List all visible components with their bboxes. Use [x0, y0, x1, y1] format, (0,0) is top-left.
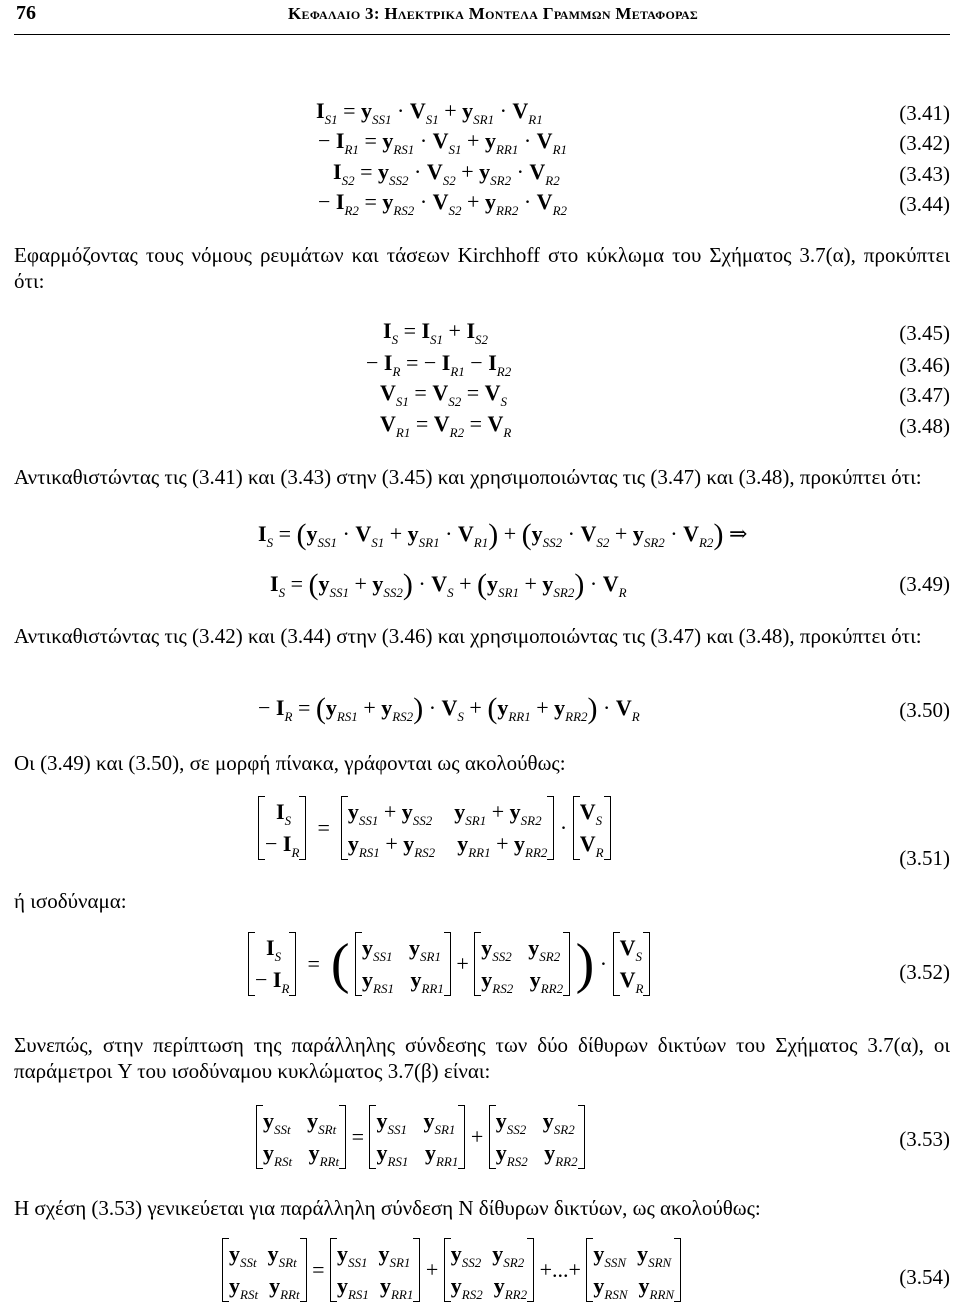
equation-3-52: $I_S$ − $I_R$ = ( $y_{SS1}$ $y_{SR1}$ $y_{RS1}$ $y_{RR1}$ + $y_{SS2}$ $y_{SR2}$ $y_{RS2}$ $y_{RR2}$ ) · $V_S$ $V_R$: [248, 932, 650, 996]
equation-3-46: − $I_R$ = − $I_{R1} - I_{R2}$: [366, 350, 512, 379]
current-vector: $I_S$ − $I_R$: [258, 796, 306, 860]
equation-3-44: − $I_{R2} = y_{RS2} \cdot V_{S2} + y_{RR2} \cdot V_{R2}$: [318, 189, 568, 218]
equation-3-49: $I_S = (y_{SS1} + y_{SS2}) \cdot V_S + (y_{SR1} + y_{SR2}) \cdot V_R$: [270, 568, 627, 601]
equation-number: (3.42): [899, 131, 950, 155]
equation-3-43: $I_{S2} = y_{SS2} \cdot V_{S2} + y_{SR2} \cdot V_{R2}$: [333, 159, 560, 188]
equation-3-48: $V_{R1} = V_{R2} = V_R$: [380, 411, 512, 440]
equation-number: (3.41): [899, 101, 950, 125]
equation-number: (3.49): [899, 572, 950, 596]
equation-number: (3.51): [899, 846, 950, 870]
equation-3-45: $I_S = I_{S1} + I_{S2}$: [383, 318, 489, 347]
paragraph-substitution-1: Αντικαθιστώντας τις (3.41) και (3.43) στην (3.45) και χρησιμοποιώντας τις (3.47) και (3.48), προκύπτει ότι:: [14, 465, 922, 489]
equation-number: (3.46): [899, 353, 950, 377]
header-rule: [14, 34, 950, 35]
equation-3-50: − $I_R = (y_{RS1} + y_{RS2}) \cdot V_S + (y_{RR1} + y_{RR2}) \cdot V_R$: [258, 692, 640, 725]
paragraph-substitution-2: Αντικαθιστώντας τις (3.42) και (3.44) στην (3.46) και χρησιμοποιώντας τις (3.47) και (3.48), προκύπτει ότι:: [14, 624, 922, 648]
equation-number: (3.53): [899, 1127, 950, 1151]
chapter-title: Κεφαλαιο 3: Ηλεκτρικα Μοντελα Γραμμων Μεταφορας: [288, 4, 699, 23]
equation-3-54: $y_{SSt}$ $y_{SRt}$ $y_{RSt}$ $y_{RRt}$ = $y_{SS1}$ $y_{SR1}$ $y_{RS1}$ $y_{RR1}$ + $y_{SS2}$ $y_{SR2}$ $y_{RS2}$ $y_{RR2}$ +...+ $y_{SSN}$ $y_{SRN}$ $y_{RSN}$ $y_{RRN}$: [222, 1238, 681, 1302]
equation-number: (3.44): [899, 192, 950, 216]
voltage-vector: $V_S$ $V_R$: [573, 796, 611, 860]
paragraph-generalization: Η σχέση (3.53) γενικεύεται για παράλληλη σύνδεση N δίθυρων δικτύων, ως ακολούθως:: [14, 1196, 761, 1220]
equation-3-53: $y_{SSt}$ $y_{SRt}$ $y_{RSt}$ $y_{RRt}$ = $y_{SS1}$ $y_{SR1}$ $y_{RS1}$ $y_{RR1}$ + $y_{SS2}$ $y_{SR2}$ $y_{RS2}$ $y_{RR2}$: [256, 1105, 585, 1169]
paragraph-equivalently: ή ισοδύναμα:: [14, 889, 127, 913]
paragraph-parallel-connection: Συνεπώς, στην περίπτωση της παράλληλης σύνδεσης των δύο δίθυρων δικτύων του Σχήματος 3.7(α), οι παράμετροι Y του ισοδύναμου κυκλώματος 3.7(β) είναι:: [14, 1033, 950, 1083]
equation-3-41: $I_{S1} = y_{SS1} \cdot V_{S1} + y_{SR1} \cdot V_{R1}$: [316, 98, 543, 127]
equation-number: (3.45): [899, 321, 950, 345]
equation-number: (3.50): [899, 698, 950, 722]
equation-derivation-step: $I_S = (y_{SS1} \cdot V_{S1} + y_{SR1} \cdot V_{R1}) + (y_{SS2} \cdot V_{S2} + y_{SR2} \cdot V_{R2})$ ⇒: [258, 518, 748, 551]
equation-number: (3.48): [899, 414, 950, 438]
equation-number: (3.47): [899, 383, 950, 407]
equation-3-42: − $I_{R1} = y_{RS1} \cdot V_{S1} + y_{RR1} \cdot V_{R1}$: [318, 128, 568, 157]
page-number: 76: [16, 2, 36, 24]
equation-3-47: $V_{S1} = V_{S2} = V_S$: [380, 380, 508, 409]
paragraph-matrix-form: Οι (3.49) και (3.50), σε μορφή πίνακα, γράφονται ως ακολούθως:: [14, 751, 566, 775]
equation-number: (3.52): [899, 960, 950, 984]
equation-number: (3.54): [899, 1265, 950, 1289]
admittance-matrix: $y_{SS1} + y_{SS2}$ $y_{SR1} + y_{SR2}$ $y_{RS1} + y_{RS2}$ $y_{RR1} + y_{RR2}$: [341, 796, 555, 860]
paragraph-kirchhoff: Εφαρμόζοντας τους νόμους ρευμάτων και τάσεων Kirchhoff στο κύκλωμα του Σχήματος 3.7(α), προκύπτει ότι:: [14, 243, 950, 293]
equation-3-51: $I_S$ − $I_R$ = $y_{SS1} + y_{SS2}$ $y_{SR1} + y_{SR2}$ $y_{RS1} + y_{RS2}$ $y_{RR1} + y_{RR2}$ · $V_S$ $V_R$: [258, 796, 611, 860]
equation-number: (3.43): [899, 162, 950, 186]
